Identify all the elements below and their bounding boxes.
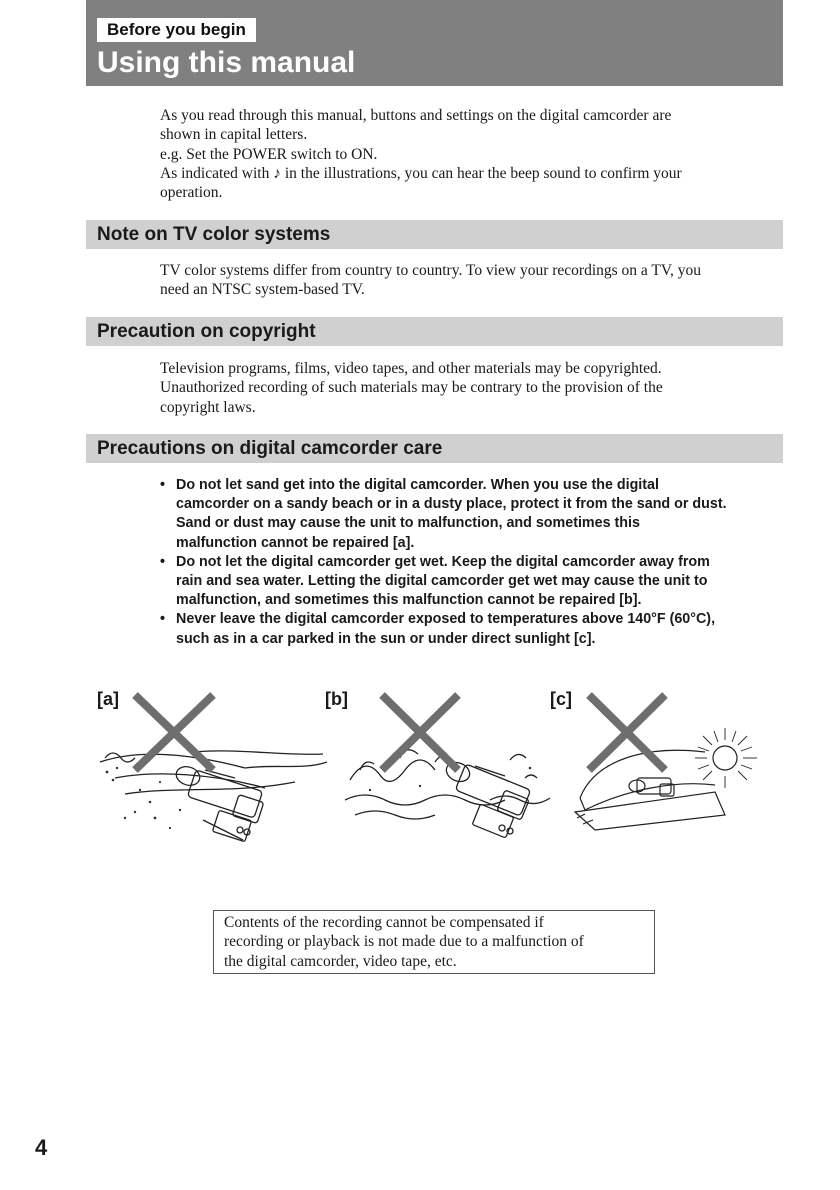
page-number: 4: [35, 1135, 48, 1160]
care-bullet-line: Sand or dust may cause the unit to malfunction, and sometimes this: [176, 515, 640, 532]
copyright-line: Television programs, films, video tapes, and other materials may be copyrighted.: [160, 360, 662, 377]
intro-line: As you read through this manual, buttons and settings on the digital camcorder are: [160, 107, 672, 124]
intro-line: As indicated with ♪ in the illustrations, you can hear the beep sound to confirm your: [160, 164, 682, 182]
tv-color-section-header: [86, 220, 783, 249]
copyright-line: copyright laws.: [160, 398, 256, 416]
copyright-paragraph: [160, 359, 785, 417]
care-section-header: [86, 434, 783, 463]
figure-label-b: [b]: [325, 689, 348, 709]
camcorder-sand-crossed-icon: [95, 690, 330, 855]
copyright-line: Unauthorized recording of such materials may be contrary to the provision of the: [160, 379, 663, 397]
intro-line: shown in capital letters.: [160, 126, 308, 144]
bullet-marker: •: [160, 611, 166, 628]
intro-line: operation.: [160, 184, 223, 202]
care-bullet-line: Never leave the digital camcorder exposed to temperatures above 140°F (60°C),: [176, 611, 716, 628]
care-bullet: [160, 553, 790, 611]
care-bullet-line: malfunction, and sometimes this malfunction cannot be repaired [b].: [176, 592, 642, 609]
figure-label-a: [a]: [97, 689, 119, 709]
warranty-notice-box: [213, 910, 655, 974]
tv-color-line: TV color systems differ from country to country. To view your recordings on a TV, you: [160, 262, 702, 279]
copyright-heading: Precaution on copyright: [97, 321, 316, 342]
notice-line: the digital camcorder, video tape, etc.: [224, 952, 457, 970]
tv-color-heading: Note on TV color systems: [97, 224, 331, 245]
bullet-marker: •: [160, 553, 166, 570]
care-heading: Precautions on digital camcorder care: [97, 438, 443, 459]
page-title: Using this manual: [97, 46, 356, 79]
figure-label-c: [c]: [550, 689, 572, 709]
notice-line: Contents of the recording cannot be compensated if: [224, 914, 544, 931]
camcorder-sun-car-crossed-icon: [565, 690, 785, 835]
care-bullet-line: camcorder on a sandy beach or in a dusty place, protect it from the sand or dust.: [176, 496, 727, 513]
care-bullet: [160, 476, 790, 553]
care-bullet-line: rain and sea water. Letting the digital camcorder get wet may cause the unit to: [176, 573, 708, 590]
intro-paragraph: [160, 106, 785, 202]
notice-line: recording or playback is not made due to a malfunction of: [224, 933, 584, 951]
bullet-marker: •: [160, 477, 166, 493]
care-bullet-list: [160, 476, 790, 649]
care-bullet: [160, 610, 790, 648]
tv-color-line: need an NTSC system-based TV.: [160, 281, 365, 299]
camcorder-water-crossed-icon: [340, 690, 560, 855]
section-tag: Before you begin: [97, 18, 256, 42]
tv-color-paragraph: [160, 261, 785, 300]
copyright-section-header: [86, 317, 783, 346]
care-bullet-line: Do not let the digital camcorder get wet. Keep the digital camcorder away from: [176, 553, 710, 570]
care-bullet-line: malfunction cannot be repaired [a].: [176, 534, 415, 551]
care-bullet-line: Do not let sand get into the digital camcorder. When you use the digital: [176, 477, 659, 493]
intro-line: e.g. Set the POWER switch to ON.: [160, 145, 378, 163]
care-bullet-line: such as in a car parked in the sun or under direct sunlight [c].: [176, 630, 596, 647]
